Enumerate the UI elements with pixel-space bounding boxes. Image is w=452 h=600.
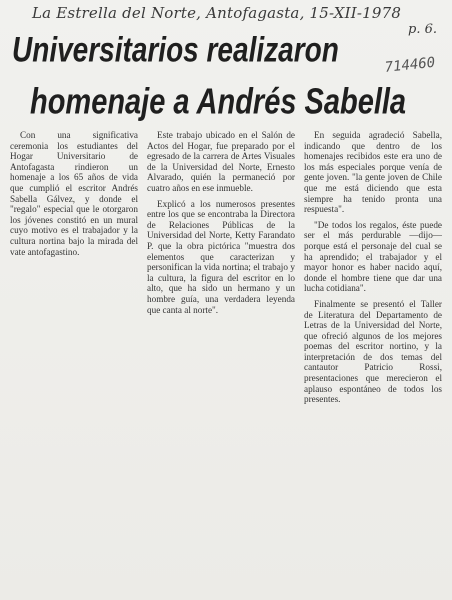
article-column-2 — [147, 130, 295, 315]
handwritten-page-reference: p. 6. — [408, 22, 437, 37]
paragraph: Finalmente se presentó el Taller de Literatura del Departamento de Letras de la Universidad del Norte, que ofreció algunos de los mejores poemas del escritor nortino, y la interpretación de dos temas del cantautor Patricio Rossi, presentaciones que merecieron el aplauso espontáneo de todos los presentes. — [304, 298, 442, 405]
article-column-3 — [304, 130, 442, 405]
headline-line-2: homenaje a Andrés Sabella — [30, 82, 407, 122]
handwritten-source-note: La Estrella del Norte, Antofagasta, 15-XII-1978 — [32, 4, 402, 22]
headline-line-1: Universitarios realizaron — [12, 30, 339, 69]
article-column-1 — [10, 130, 138, 257]
paragraph: En seguida agradeció Sabella, indicando que dentro de los homenajes recibidos este era uno de los más especiales porque venía de gente joven. "la gente joven de Chile que me está diciendo que esta siempre ha tenido pronta una respuesta". — [304, 130, 442, 215]
paragraph: Este trabajo ubicado en el Salón de Actos del Hogar, fue preparado por el egresado de la carrera de Artes Visuales de la Universidad del Norte, Ernesto Alvarado, quién la permaneció por cuatro años en ese inmueble. — [147, 130, 295, 193]
catalog-number: 714460 — [384, 54, 436, 76]
paragraph: "De todos los regalos, éste puede ser el más perdurable —dijo— porque está el personaje del cual se ha aprendido; el trabajador y el mayor honor es haber nacido aquí, donde el hombre tiene que dar una lucha cotidiana". — [304, 219, 442, 294]
paragraph: Con una significativa ceremonia los estudiantes del Hogar Universitario de Antofagasta rindieron un homenaje a los 65 años de vida que cumplió el escritor Andrés Sabella Gálvez, y donde el "regalo" especial que le otorgaron los jóvenes constitó en un mural cuyo motivo es el trabajador y la cultura nortina bajo la mirada del vate antofagastino. — [10, 130, 138, 257]
paragraph: Explicó a los numerosos presentes entre los que se encontraba la Directora de Relaciones Públicas de la Universidad del Norte, Ketty Farandato P. que la obra pictórica "muestra dos elementos que caracterizan y personifican la vida nortina; el trabajo y la cultura, la figura del escritor en lo alto, que ha sido un hermano y un hombre guía, una verdadera leyenda que canta al norte". — [147, 198, 295, 315]
